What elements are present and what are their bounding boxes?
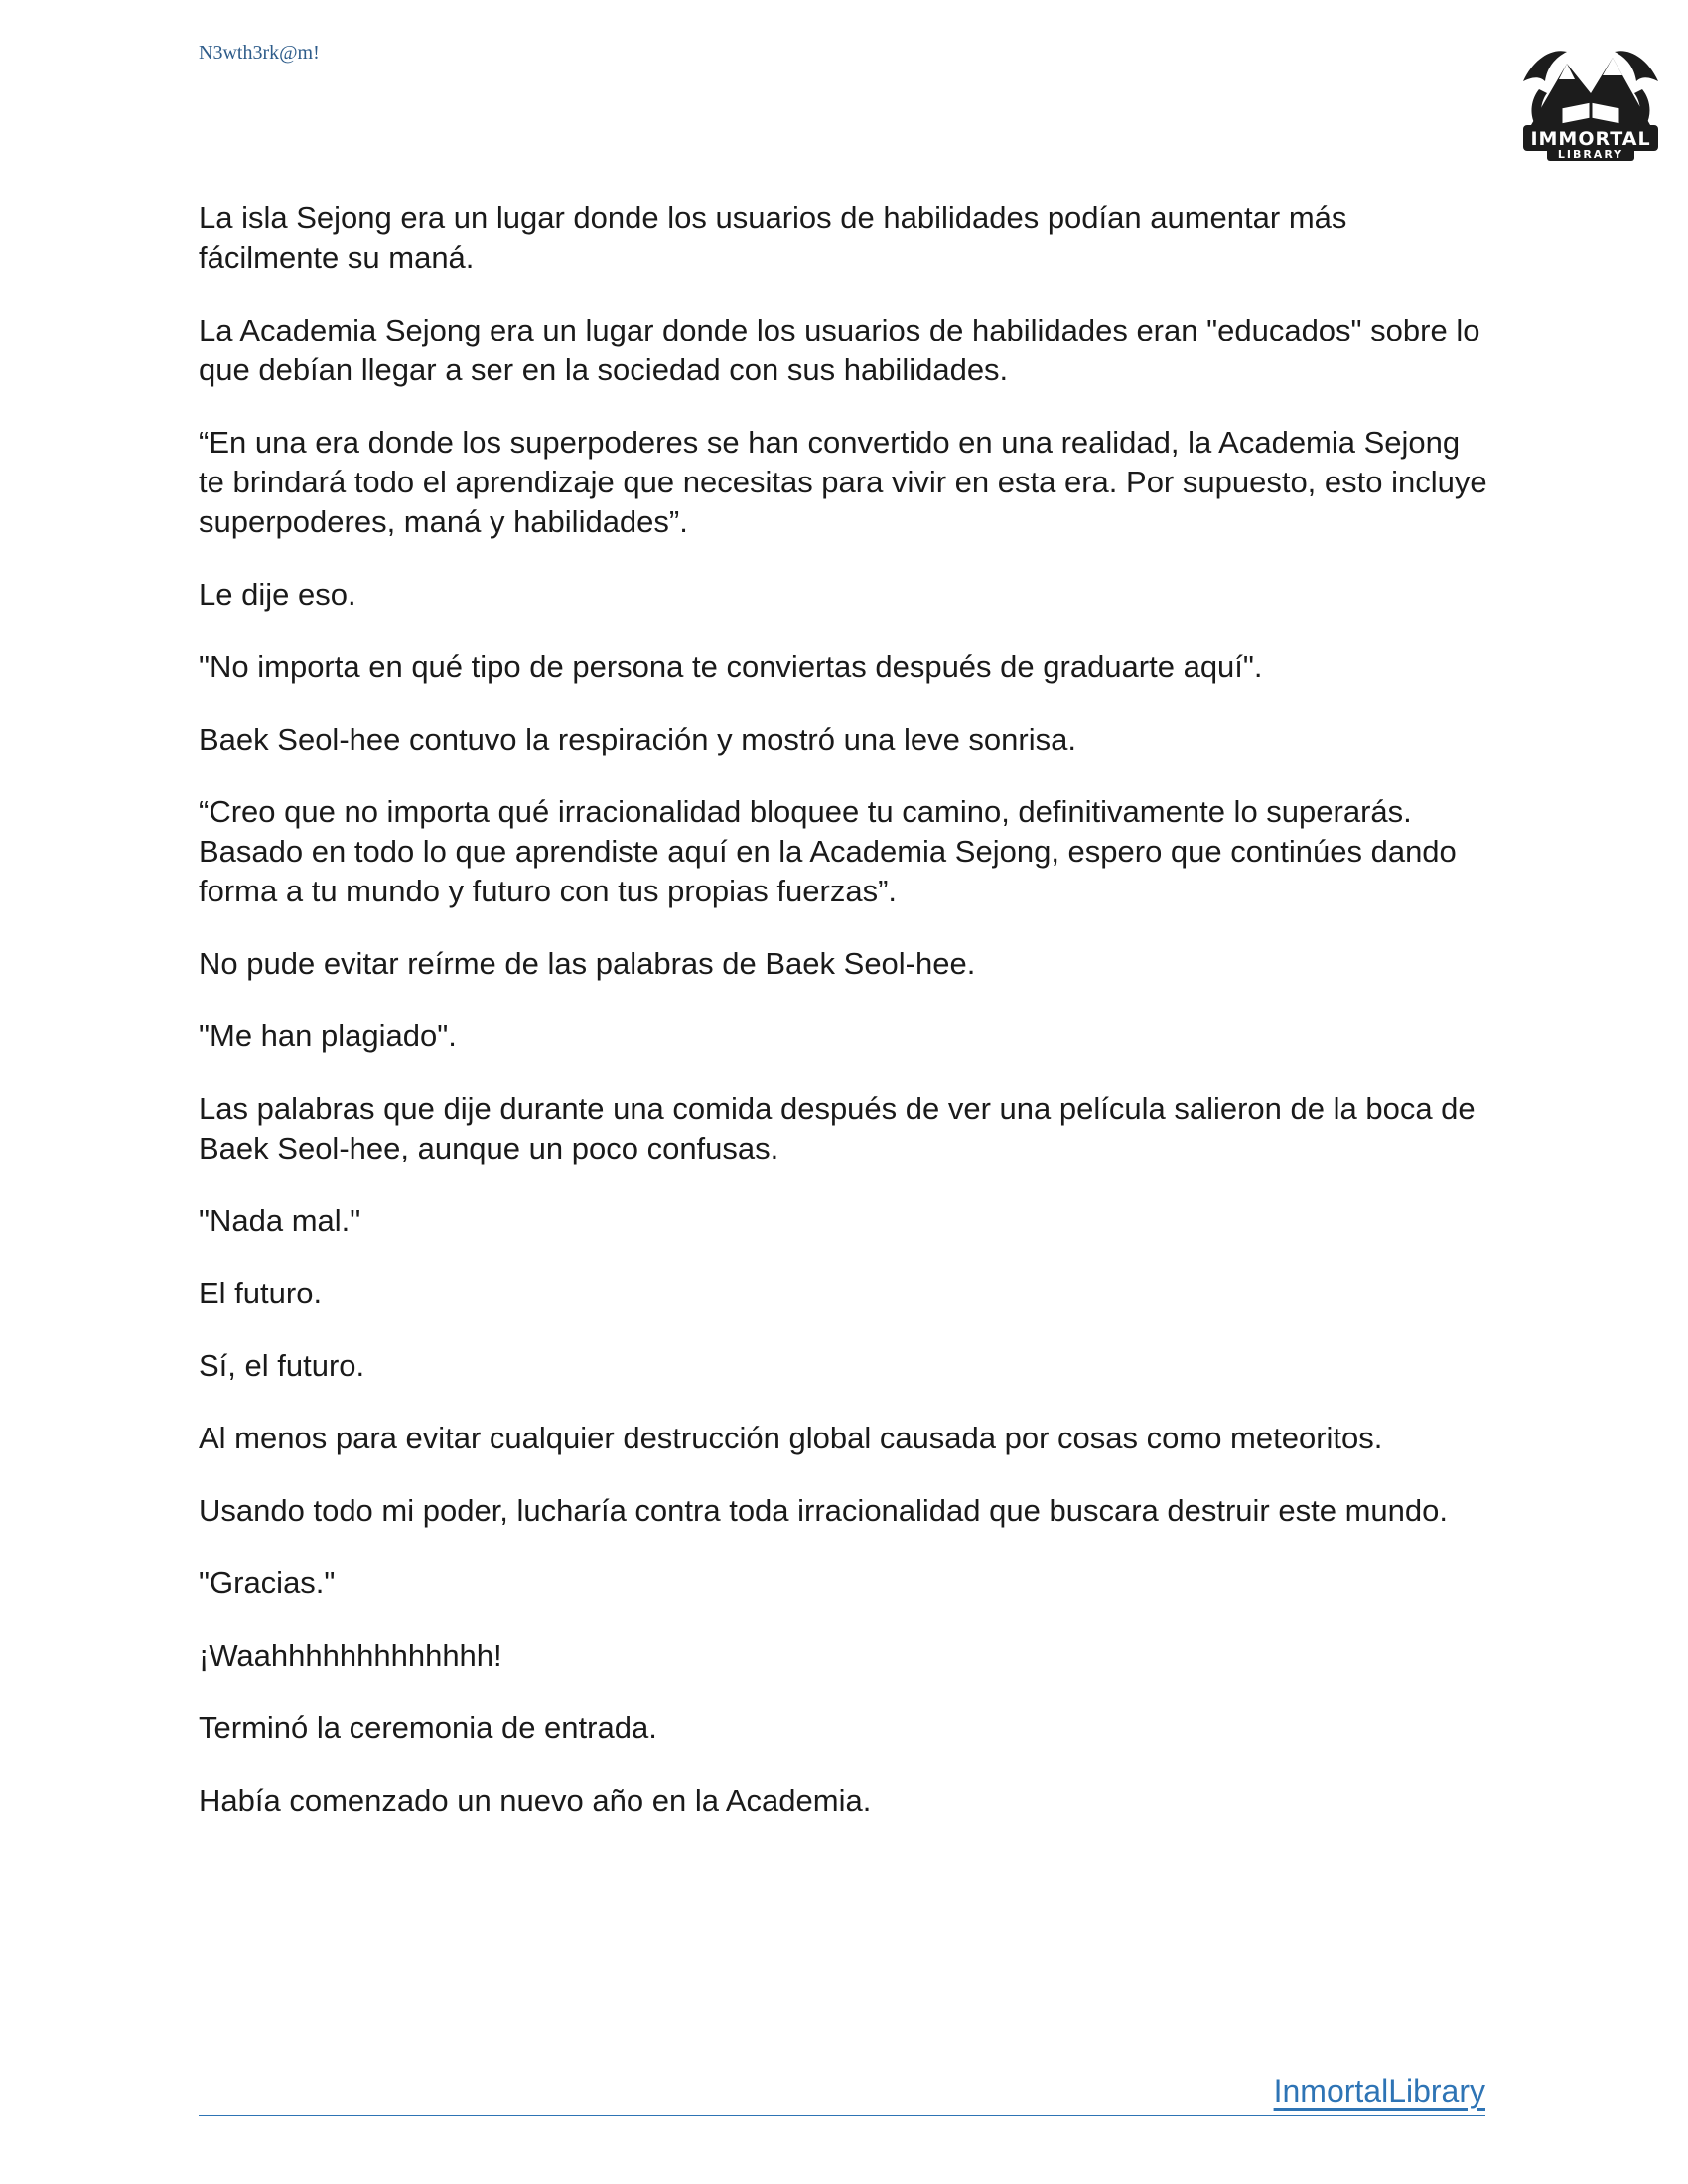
paragraph: Sí, el futuro.: [199, 1348, 365, 1383]
header-tag: N3wth3rk@m!: [199, 42, 320, 64]
logo-line2: LIBRARY: [1557, 148, 1624, 161]
paragraph: "Me han plagiado".: [199, 1019, 457, 1053]
paragraph: Había comenzado un nuevo año en la Academia.: [199, 1783, 872, 1818]
paragraph: “Creo que no importa qué irracionalidad bloquee tu camino, definitivamente lo superarás. Basado en todo lo que aprendiste aquí en la Academia Sejong, espero que continúes dando forma a tu mundo y futuro con tus propias fuerzas”.: [199, 794, 1457, 908]
footer-divider: [199, 2115, 1485, 2116]
paragraph: Le dije eso.: [199, 577, 356, 612]
paragraph: El futuro.: [199, 1276, 323, 1310]
paragraph: No pude evitar reírme de las palabras de Baek Seol-hee.: [199, 946, 976, 981]
paragraph: "No importa en qué tipo de persona te conviertas después de graduarte aquí".: [199, 649, 1263, 684]
paragraph: Las palabras que dije durante una comida después de ver una película salieron de la boca de Baek Seol-hee, aunque un poco confusas.: [199, 1091, 1476, 1165]
document-body: [199, 199, 1489, 1853]
paragraph: ¡Waahhhhhhhhhhhhh!: [199, 1638, 502, 1673]
logo-line1: IMMORTAL: [1530, 128, 1651, 150]
paragraph: La isla Sejong era un lugar donde los usuarios de habilidades podían aumentar más fácilmente su maná.: [199, 201, 1347, 275]
paragraph: "Gracias.": [199, 1566, 336, 1600]
paragraph: “En una era donde los superpoderes se han convertido en una realidad, la Academia Sejong te brindará todo el aprendizaje que necesitas para vivir en esta era. Por supuesto, esto incluye superpoderes, maná y habilidades”.: [199, 425, 1487, 539]
footer-link[interactable]: InmortalLibrary: [1273, 2073, 1485, 2109]
paragraph: Terminó la ceremonia de entrada.: [199, 1710, 657, 1745]
paragraph: Al menos para evitar cualquier destrucción global causada por cosas como meteoritos.: [199, 1421, 1383, 1455]
paragraph: Usando todo mi poder, lucharía contra toda irracionalidad que buscara destruir este mundo.: [199, 1493, 1448, 1528]
paragraph: Baek Seol-hee contuvo la respiración y mostró una leve sonrisa.: [199, 722, 1076, 756]
paragraph: La Academia Sejong era un lugar donde los usuarios de habilidades eran "educados" sobre lo que debían llegar a ser en la sociedad con sus habilidades.: [199, 313, 1480, 387]
immortal-library-logo-icon: [1517, 30, 1664, 165]
paragraph: "Nada mal.": [199, 1203, 361, 1238]
